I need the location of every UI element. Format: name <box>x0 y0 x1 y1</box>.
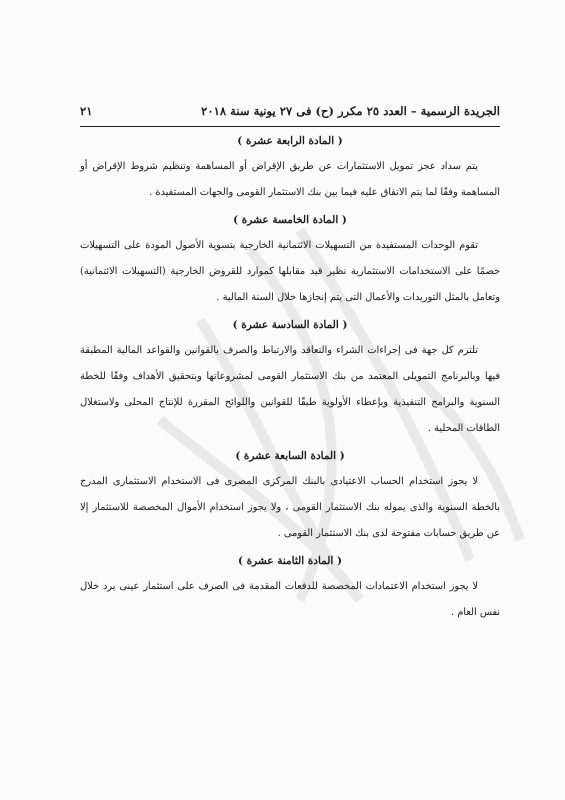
article-15 <box>80 212 500 311</box>
article-body: يتم سداد عجز تمويل الاستثمارات عن طريق الإقراض أو المساهمة وتنظيم شروط الإقراض أو المساهمة وفقًا لما يتم الاتفاق عليه فيما بين بنك الاستثمار القومى والجهات المستفيدة . <box>80 161 500 198</box>
article-17 <box>80 448 500 547</box>
header-title: الجريدة الرسمية – العدد ٢٥ مكرر (ح) فى ٢٧ يونية سنة ٢٠١٨ <box>201 104 500 118</box>
article-title: ( المادة الخامسة عشرة ) <box>233 214 347 226</box>
article-body: تقوم الوحدات المستفيدة من التسهيلات الائتمانية الخارجية بتسوية الأصول المودة على التسهيلات خصمًا على الاستخدامات الاستثمارية نظير قيد مقابلها كموارد للقروض الخارجية (التسهيلات الائتمانية) وتعامل بالمثل التوريدات والأعمال التى يتم إنجازها خلال السنة المالية . <box>80 240 500 303</box>
article-14 <box>80 133 500 206</box>
article-title: ( المادة الرابعة عشرة ) <box>237 135 343 147</box>
gazette-page <box>80 102 500 626</box>
article-title: ( المادة السادسة عشرة ) <box>232 319 348 331</box>
article-body: لا يجوز استخدام الحساب الاعتيادى بالبنك المركزى المصرى فى الاستخدام الاستثمارى المدرج بالخطة السنوية والذى يموله بنك الاستثمار القومى ، ولا يجوز استخدام الأموال المخصصة للاستثمار إلا عن طريق حسابات مفتوحة لدى بنك الاستثمار القومى . <box>80 476 500 539</box>
article-18 <box>80 553 500 626</box>
article-title: ( المادة الثامنة عشرة ) <box>238 555 342 567</box>
article-title: ( المادة السابعة عشرة ) <box>235 450 345 462</box>
page-header <box>80 102 500 127</box>
article-body: تلتزم كل جهة فى إجراءات الشراء والتعاقد والارتباط والصرف بالقوانين والقواعد المالية المطبقة فيها وبالبرنامج التمويلى المعتمد من بنك الاستثمار القومى لمشروعاتها وبتحقيق الأهداف وفقًا للخطة السنوية والبرامج التنفيذية وبإعطاء الأولوية طبقًا للقوانين واللوائح المقررة للإنتاج المحلى ولاستغلال الطاقات المحلية . <box>80 345 500 434</box>
article-16 <box>80 317 500 442</box>
page-number: ٢١ <box>80 104 93 118</box>
article-body: لا يجوز استخدام الاعتمادات المخصصة للدفعات المقدمة فى الصرف على استثمار عينى يرد خلال نفس العام . <box>80 581 500 618</box>
